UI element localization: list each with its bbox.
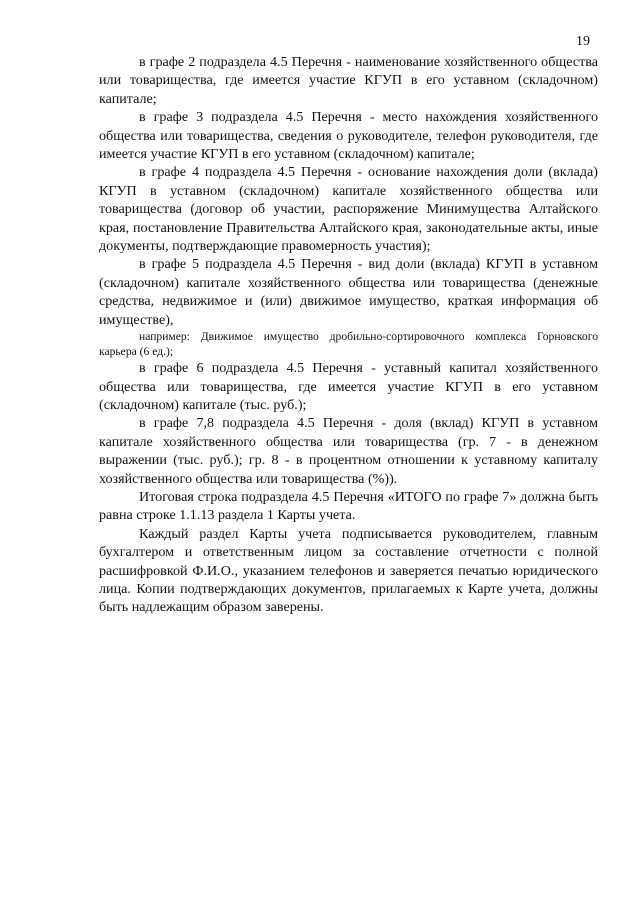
paragraph-column-4: в графе 4 подраздела 4.5 Перечня - основание нахождения доли (вклада) КГУП в уставном (складочном) капитале хозяйственного общества или товарищества (договор об участии, распоряжение Минимущества Алтайского края, постановление Правительства Алтайского края, законодательные акты, иные документы, подтверждающие правомерность участия); [99, 164, 598, 255]
page-number: 19 [576, 34, 590, 49]
paragraph-column-5: в графе 5 подраздела 4.5 Перечня - вид доли (вклада) КГУП в уставном (складочном) капитале хозяйственного общества или товарищества (денежные средства, недвижимое и (или) движимое имущество, краткая информация об имуществе), [99, 256, 598, 328]
document-body [99, 53, 598, 617]
paragraph-total-row: Итоговая строка подраздела 4.5 Перечня «ИТОГО по графе 7» должна быть равна строке 1.1.13 раздела 1 Карты учета. [99, 488, 598, 524]
paragraph-column-6: в графе 6 подраздела 4.5 Перечня - уставный капитал хозяйственного общества или товарищества, где имеется участие КГУП в его уставном (складочном) капитале (тыс. руб.); [99, 360, 598, 413]
paragraph-column-7-8: в графе 7,8 подраздела 4.5 Перечня - доля (вклад) КГУП в уставном капитале хозяйственного общества или товарищества (гр. 7 - в денежном выражении (тыс. руб.); гр. 8 - в процентном отношении к уставному капиталу хозяйственного общества или товарищества (%)). [99, 415, 598, 487]
paragraph-column-3: в графе 3 подраздела 4.5 Перечня - место нахождения хозяйственного общества или товарищества, сведения о руководителе, телефон руководителя, где имеется участие КГУП в его уставном (складочном) капитале; [99, 109, 598, 163]
paragraph-signatures: Каждый раздел Карты учета подписывается руководителем, главным бухгалтером и ответственным лицом за составление отчетности с полной расшифровкой Ф.И.О., указанием телефонов и заверяется печатью юридического лица. Копии подтверждающих документов, прилагаемых к Карте учета, должны быть надлежащим образом заверены. [99, 525, 598, 616]
paragraph-column-2: в графе 2 подраздела 4.5 Перечня - наименование хозяйственного общества или товарищества, где имеется участие КГУП в его уставном (складочном) капитале; [99, 54, 598, 107]
example-note: например: Движимое имущество дробильно-сортировочного комплекса Горновского карьера (6 ед.); [99, 330, 598, 359]
